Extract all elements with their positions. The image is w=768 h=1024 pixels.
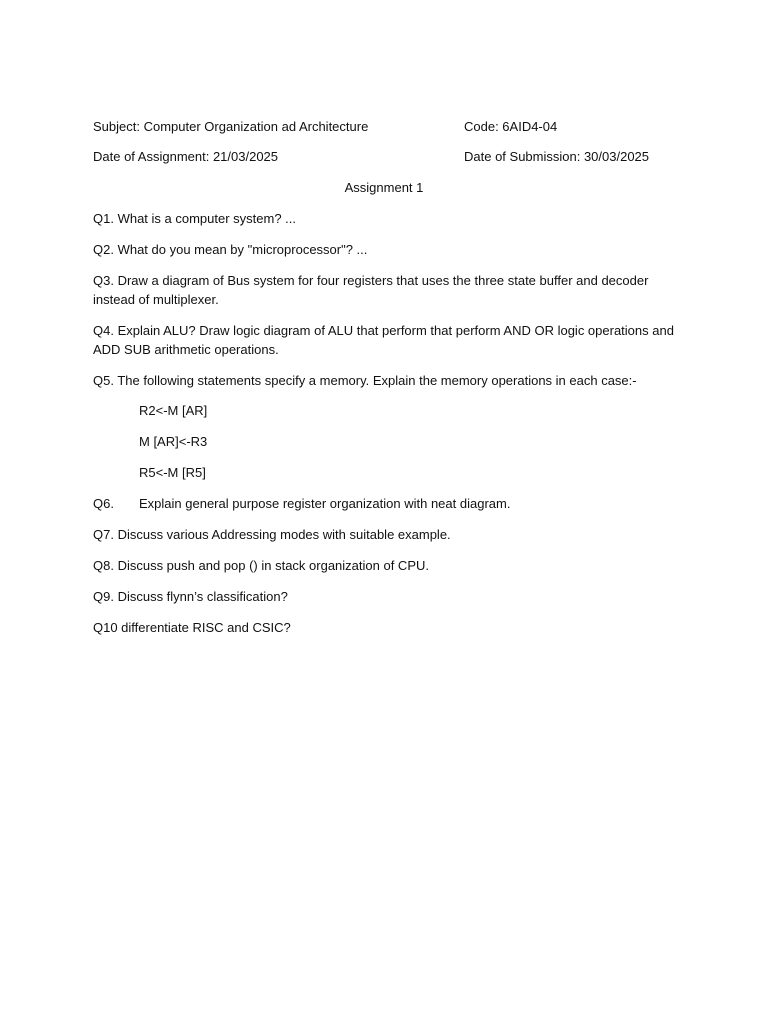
question-7: Q7. Discuss various Addressing modes with suitable example.: [93, 527, 451, 542]
q5-item-1: R2<-M [AR]: [139, 403, 208, 418]
question-10: Q10 differentiate RISC and CSIC?: [93, 620, 291, 635]
assignment-title: Assignment 1: [344, 180, 424, 195]
submission-date: Date of Submission: 30/03/2025: [464, 149, 650, 164]
question-3: Q3. Draw a diagram of Bus system for four registers that uses the three state buffer and decoder instead of multiplexer.: [93, 273, 649, 307]
q5-item-3: R5<-M [R5]: [139, 465, 206, 480]
question-2: Q2. What do you mean by "microprocessor"? ...: [93, 242, 368, 257]
question-8: Q8. Discuss push and pop () in stack organization of CPU.: [93, 558, 429, 573]
subject-line: Subject: Computer Organization ad Architecture: [93, 119, 369, 134]
question-5: Q5. The following statements specify a memory. Explain the memory operations in each case:-: [93, 373, 637, 388]
question-4: Q4. Explain ALU? Draw logic diagram of ALU that perform that perform AND OR logic operations and ADD SUB arithmetic operations.: [93, 323, 674, 357]
course-code: Code: 6AID4-04: [464, 119, 558, 134]
assignment-date: Date of Assignment: 21/03/2025: [93, 149, 279, 164]
q5-item-2: M [AR]<-R3: [139, 434, 208, 449]
question-6-number: Q6.: [93, 496, 114, 511]
question-9: Q9. Discuss flynn’s classification?: [93, 589, 288, 604]
question-1: Q1. What is a computer system? ...: [93, 211, 297, 226]
question-6-text: Explain general purpose register organization with neat diagram.: [139, 496, 511, 511]
